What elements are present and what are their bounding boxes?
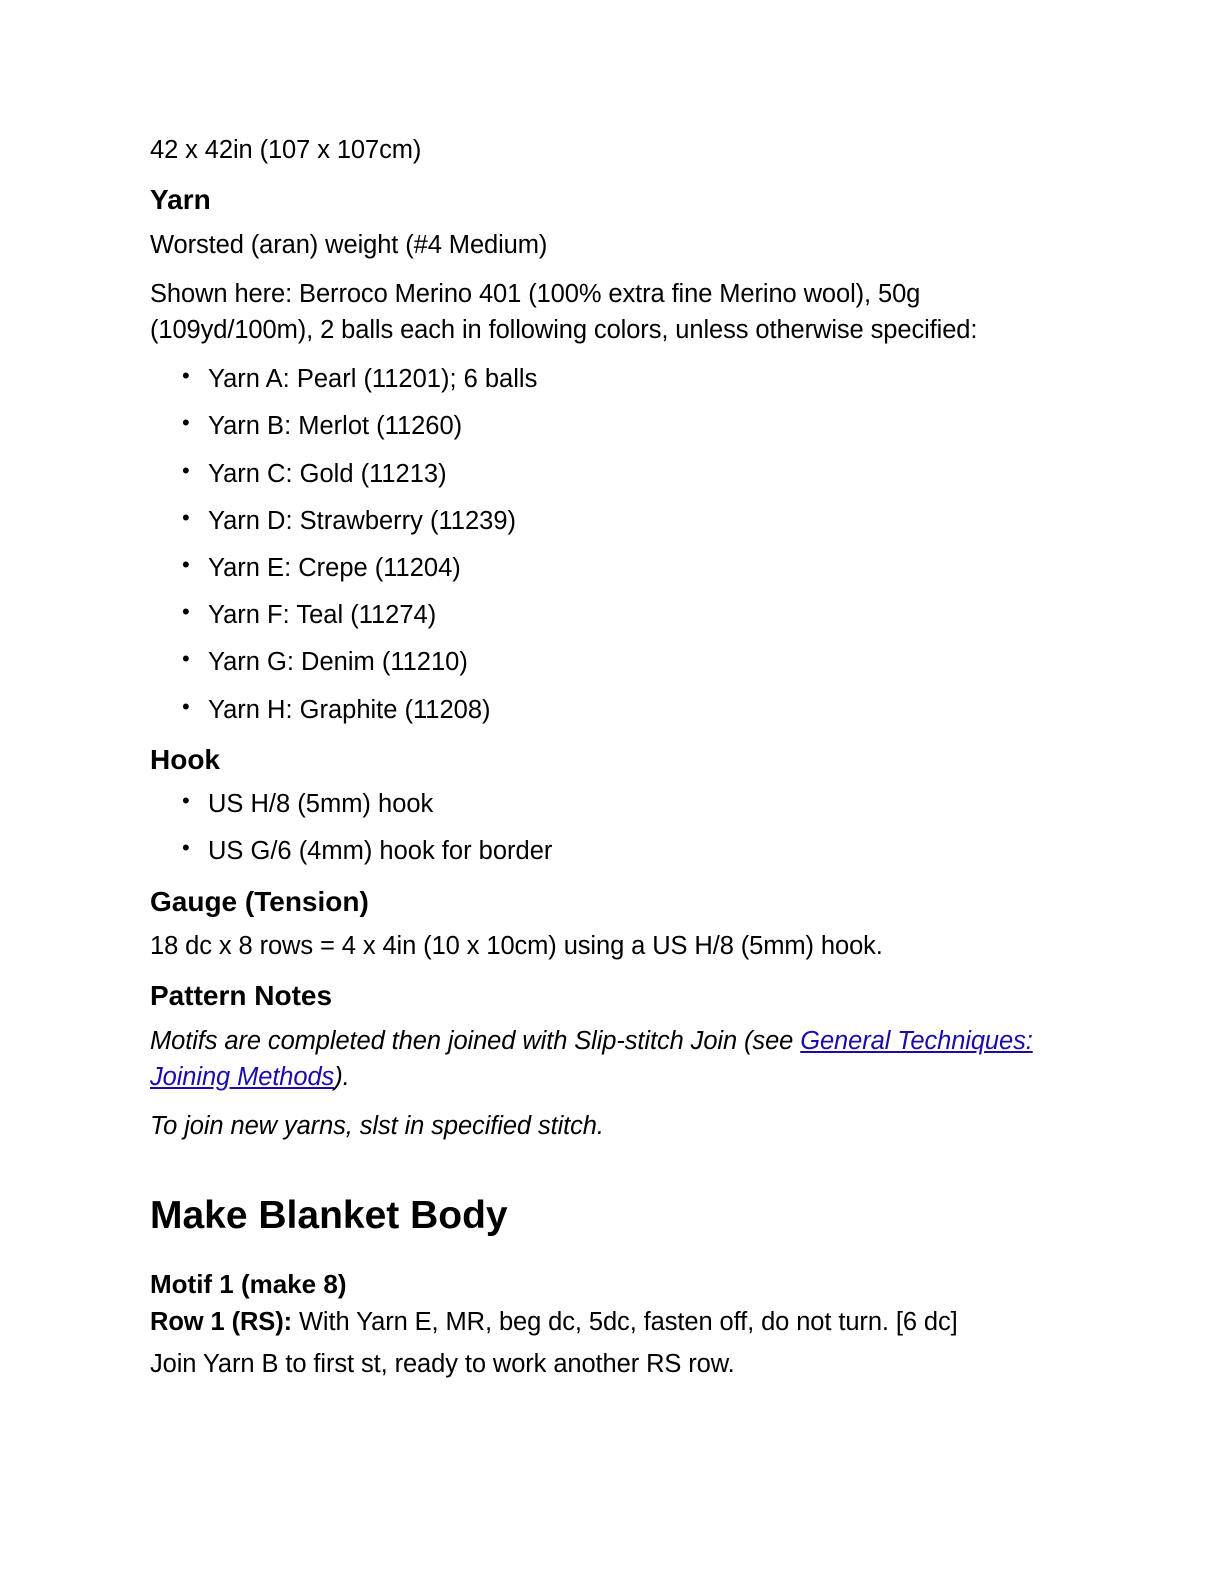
list-item: • Yarn H: Graphite (11208) [208,692,1074,728]
page-title-make-blanket-body: Make Blanket Body [150,1194,508,1238]
list-item: • Yarn B: Merlot (11260) [208,408,1074,444]
yarn-weight-line: Worsted (aran) weight (#4 Medium) [150,230,548,259]
list-item: • US H/8 (5mm) hook [208,786,1074,822]
join-yarn-instruction: Join Yarn B to first st, ready to work another RS row. [150,1350,735,1379]
pattern-note-1-suffix: ). [334,1062,350,1091]
section-heading-yarn: Yarn [150,184,211,216]
finished-size-line: 42 x 42in (107 x 107cm) [150,136,422,164]
yarn-color-list [150,361,1074,728]
list-item: • Yarn D: Strawberry (11239) [208,503,1074,539]
general-techniques-joining-methods-link[interactable]: General Techniques: Joining Methods [150,1026,1033,1091]
list-item: • Yarn C: Gold (11213) [208,456,1074,492]
list-item: • US G/6 (4mm) hook for border [208,833,1074,869]
list-item: • Yarn E: Crepe (11204) [208,550,1074,586]
pattern-note-1 [150,1023,1074,1095]
gauge-text: 18 dc x 8 rows = 4 x 4in (10 x 10cm) using a US H/8 (5mm) hook. [150,932,883,961]
hook-list [150,786,1074,869]
list-item: • Yarn G: Denim (11210) [208,644,1074,680]
list-item: • Yarn A: Pearl (11201); 6 balls [208,361,1074,397]
subsection-heading-motif-1: Motif 1 (make 8) [150,1268,347,1299]
section-heading-gauge: Gauge (Tension) [150,885,369,917]
yarn-shown-here-paragraph: Shown here: Berroco Merino 401 (100% extra fine Merino wool), 50g (109yd/100m), 2 balls each in following colors, unless otherwise specified: [150,279,978,344]
list-item: • Yarn F: Teal (11274) [208,597,1074,633]
row-1-label: Row 1 (RS): [150,1308,292,1337]
pattern-note-2: To join new yarns, slst in specified stitch. [150,1112,604,1141]
pattern-note-1-prefix: Motifs are completed then joined with Slip-stitch Join (see [150,1026,801,1055]
row-1-instruction [150,1304,1074,1340]
section-heading-pattern-notes: Pattern Notes [150,980,333,1012]
section-heading-hook: Hook [150,743,220,775]
row-1-text: With Yarn E, MR, beg dc, 5dc, fasten off, do not turn. [6 dc] [291,1308,958,1337]
